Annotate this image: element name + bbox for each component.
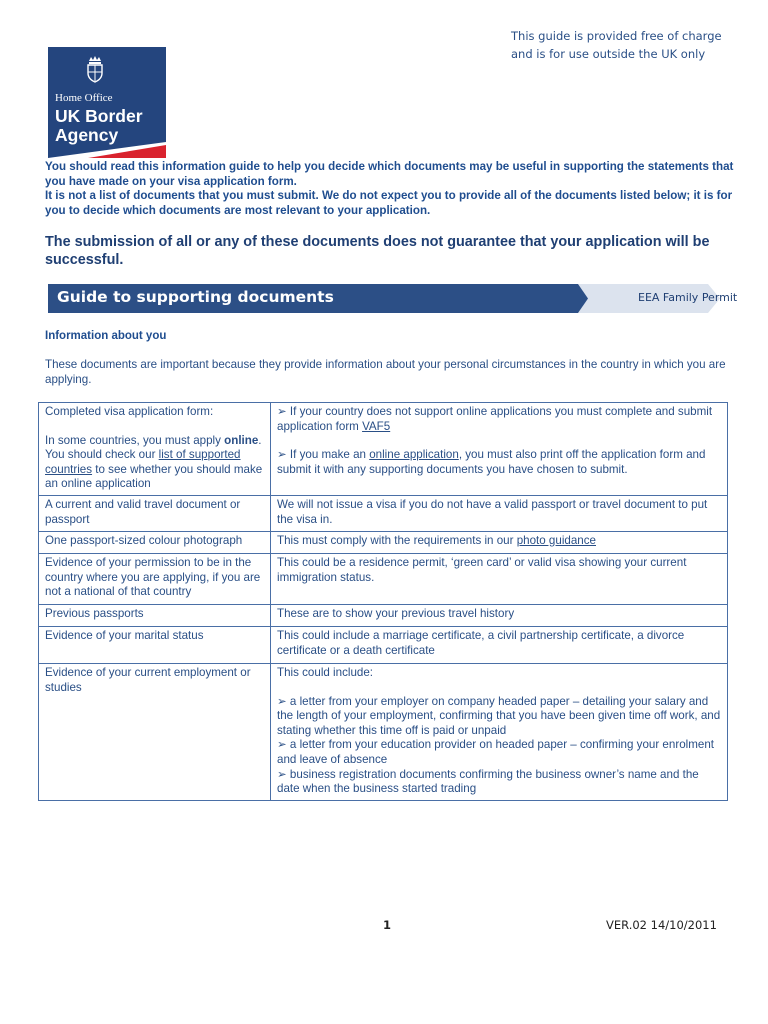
table-row <box>39 627 728 664</box>
text-span: In some countries, you must apply <box>45 433 225 447</box>
disclaimer-headline: The submission of all or any of these documents does not guarantee that your application will be successful. <box>45 234 710 268</box>
logo-agency-name <box>55 107 143 145</box>
vaf5-link[interactable]: VAF5 <box>362 419 391 433</box>
section-text: These documents are important because they provide information about your personal circumstances in the country in which you are applying. <box>45 358 726 386</box>
banner-title: Guide to supporting documents <box>57 288 334 306</box>
logo-stripe-icon <box>48 142 166 158</box>
table-row <box>39 664 728 801</box>
intro-line1: You should read this information guide to help you decide which documents may be useful in supporting the statements that you have made on your visa application form. <box>45 160 734 188</box>
intro-line2: It is not a list of documents that you must submit. We do not expect you to provide all of the documents listed below; it is for you to decide which documents are most relevant to your application. <box>45 189 733 217</box>
intro-text <box>45 160 735 218</box>
list-item: ➢ business registration documents confirming the business owner’s name and the date when the business started trading <box>277 767 699 796</box>
uk-border-agency-logo <box>48 47 166 158</box>
list-item: ➢ a letter from your employer on company headed paper – detailing your salary and the length of your employment, confirming that you have been given time off work, and stating whether this time off is paid or unpaid <box>277 694 721 737</box>
logo-line-uk-border: UK Border <box>55 106 143 126</box>
section-heading: Information about you <box>45 330 167 342</box>
banner-main <box>48 284 578 313</box>
version-stamp: VER.02 14/10/2011 <box>606 918 717 932</box>
cell-text <box>277 448 721 477</box>
table-cell-document: Evidence of your permission to be in the country where you are applying, if you are not a national of that country <box>39 554 271 605</box>
table-cell-description: These are to show your previous travel history <box>271 605 728 627</box>
table-cell-description: We will not issue a visa if you do not have a valid passport or travel document to put the visa in. <box>271 496 728 532</box>
top-note <box>511 27 751 63</box>
table-row <box>39 605 728 627</box>
logo-line-agency: Agency <box>55 125 119 145</box>
table-row <box>39 554 728 605</box>
text-span: ➢ If your country does not support online applications you must complete and submit application form <box>277 405 713 433</box>
banner-tag: EEA Family Permit <box>638 291 738 304</box>
text-span: This must comply with the requirements in our <box>277 534 517 547</box>
table-cell-document: Previous passports <box>39 605 271 627</box>
cell-text: Completed visa application form: <box>45 405 214 418</box>
text-span: ➢ If you make an <box>277 448 370 462</box>
table-cell-document: Evidence of your current employment or studies <box>39 664 271 801</box>
cell-text <box>45 434 264 492</box>
cell-text <box>277 405 721 434</box>
table-cell-description <box>271 664 728 801</box>
table-cell-description: This could be a residence permit, ‘green card’ or valid visa showing your current immigration status. <box>271 554 728 605</box>
top-note-line1: This guide is provided free of charge <box>511 29 722 43</box>
text-span: , you must also print off the application form and submit it with any supporting documents you have chosen to submit. <box>277 448 706 476</box>
table-cell-document <box>39 403 271 496</box>
table-cell-document: One passport-sized colour photograph <box>39 532 271 554</box>
guide-banner <box>48 284 738 313</box>
supported-countries-link[interactable]: list of supported countries <box>45 448 241 476</box>
text-span: to see whether you should make an online application <box>45 462 263 491</box>
royal-crest-icon <box>82 55 108 83</box>
documents-table <box>38 402 728 801</box>
table-cell-document: A current and valid travel document or passport <box>39 496 271 532</box>
table-row <box>39 403 728 496</box>
table-row <box>39 532 728 554</box>
list-item: ➢ a letter from your education provider on headed paper – confirming your enrolment and leave of absence <box>277 738 714 766</box>
text-bold: online <box>224 433 259 447</box>
table-cell-description <box>271 403 728 496</box>
logo-home-office: Home Office <box>55 92 113 104</box>
photo-guidance-link[interactable]: photo guidance <box>516 534 596 547</box>
online-application-link[interactable]: online application <box>369 448 459 462</box>
text-span: . You should check our <box>45 433 262 462</box>
table-cell-description: This could include a marriage certificate, a civil partnership certificate, a divorce certificate or a death certificate <box>271 627 728 664</box>
cell-text: This could include: <box>277 666 374 679</box>
table-cell-document: Evidence of your marital status <box>39 627 271 664</box>
top-note-line2: and is for use outside the UK only <box>511 47 706 61</box>
table-row <box>39 496 728 532</box>
page-number: 1 <box>383 918 392 932</box>
table-cell-description <box>271 532 728 554</box>
